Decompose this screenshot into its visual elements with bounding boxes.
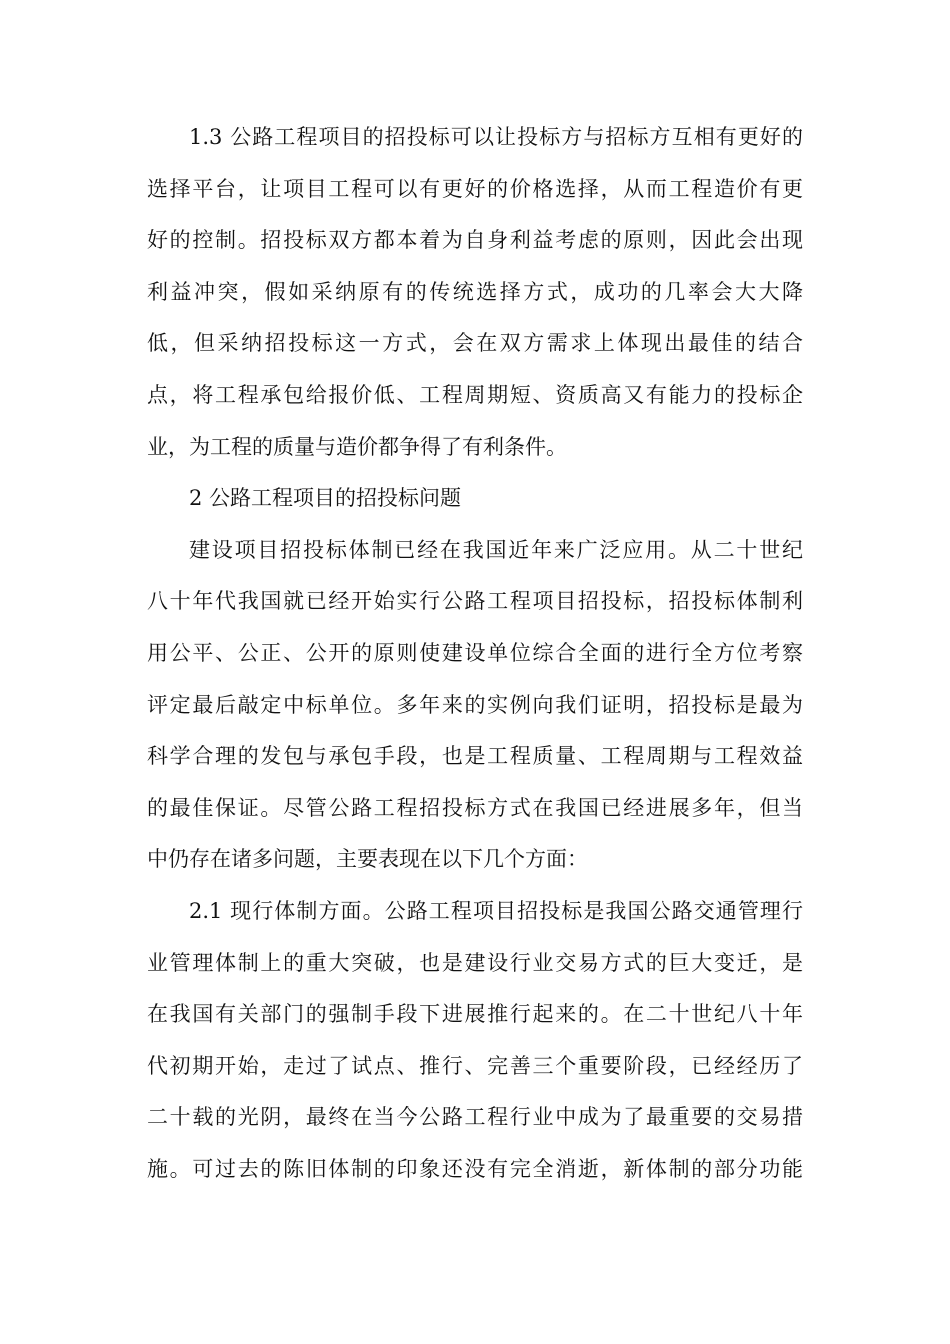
text-line: 中仍存在诸多问题，主要表现在以下几个方面： — [147, 847, 588, 872]
text-line: 的最佳保证。尽管公路工程招投标方式在我国已经进展多年，但当 — [147, 795, 803, 820]
text-line: 好的控制。招投标双方都本着为自身利益考虑的原则，因此会出现 — [147, 228, 803, 253]
text-line: 选择平台，让项目工程可以有更好的价格选择，从而工程造价有更 — [147, 176, 803, 201]
paragraph-bidding-system-overview — [147, 525, 803, 886]
text-line: 低，但采纳招投标这一方式，会在双方需求上体现出最佳的结合 — [147, 331, 803, 356]
paragraph-1-3-bidding-benefits — [147, 112, 803, 473]
text-line: 1.3 公路工程项目的招投标可以让投标方与招标方互相有更好的 — [189, 125, 803, 149]
text-line: 八十年代我国就已经开始实行公路工程项目招投标，招投标体制利 — [147, 589, 803, 614]
text-line: 点，将工程承包给报价低、工程周期短、资质高又有能力的投标企 — [147, 382, 803, 407]
text-line: 利益冲突，假如采纳原有的传统选择方式，成功的几率会大大降 — [147, 279, 803, 304]
text-line: 2.1 现行体制方面。公路工程项目招投标是我国公路交通管理行 — [189, 898, 803, 923]
text-line: 评定最后敲定中标单位。多年来的实例向我们证明，招投标是最为 — [147, 692, 803, 717]
text-line: 在我国有关部门的强制手段下进展推行起来的。在二十世纪八十年 — [147, 1002, 803, 1027]
text-line: 施。可过去的陈旧体制的印象还没有完全消逝，新体制的部分功能 — [147, 1156, 803, 1181]
text-line: 二十载的光阴，最终在当今公路工程行业中成为了最重要的交易措 — [147, 1105, 803, 1130]
text-line: 科学合理的发包与承包手段，也是工程质量、工程周期与工程效益 — [147, 744, 803, 769]
text-line: 用公平、公正、公开的原则使建设单位综合全面的进行全方位考察 — [147, 640, 803, 665]
text-line: 代初期开始，走过了试点、推行、完善三个重要阶段，已经经历了 — [147, 1053, 803, 1078]
document-body — [147, 112, 803, 1195]
heading-line: 2 公路工程项目的招投标问题 — [189, 486, 462, 511]
text-line: 业管理体制上的重大突破，也是建设行业交易方式的巨大变迁，是 — [147, 950, 803, 975]
section-heading-2 — [147, 473, 803, 525]
text-line: 业，为工程的质量与造价都争得了有利条件。 — [147, 434, 567, 459]
paragraph-2-1-current-system — [147, 886, 803, 1196]
text-line: 建设项目招投标体制已经在我国近年来广泛应用。从二十世纪 — [189, 537, 803, 562]
